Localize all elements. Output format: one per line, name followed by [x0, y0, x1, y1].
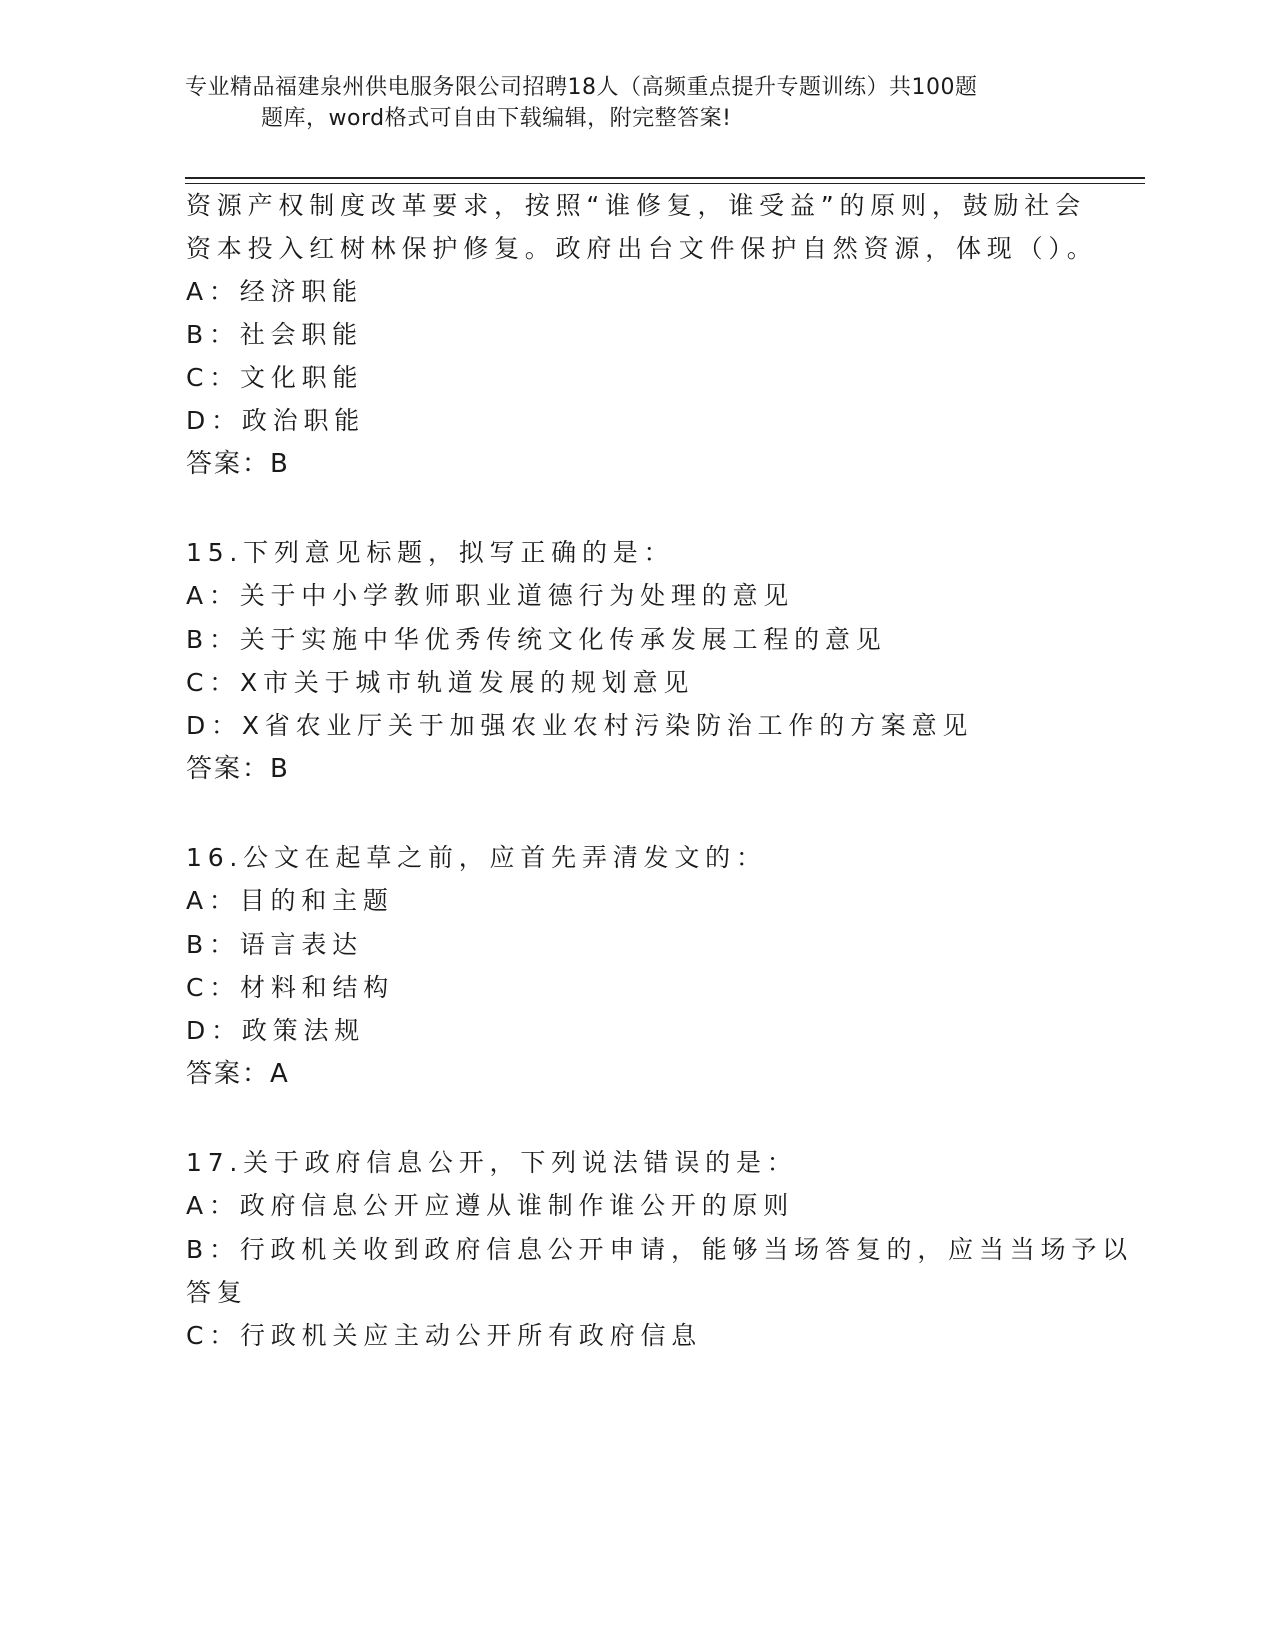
q17-option-b-line1: B：行政机关收到政府信息公开申请，能够当场答复的，应当当场予以 — [186, 1235, 1133, 1264]
q14-stem-line2: 资本投入红树林保护修复。政府出台文件保护自然资源，体现（）。 — [186, 234, 1098, 263]
header-title-line2: 题库，word格式可自由下载编辑，附完整答案! — [261, 106, 732, 131]
q17-option-b-line2: 答复 — [186, 1278, 248, 1307]
q15-option-d: D：X省农业厅关于加强农业农村污染防治工作的方案意见 — [186, 711, 974, 740]
q14-option-b: B：社会职能 — [186, 320, 363, 349]
q16-option-c: C：材料和结构 — [186, 973, 395, 1002]
q16-stem: 16.公文在起草之前，应首先弄清发文的： — [186, 843, 767, 872]
q14-option-c: C：文化职能 — [186, 363, 364, 392]
q14-option-a: A：经济职能 — [186, 277, 363, 306]
q16-option-a: A：目的和主题 — [186, 886, 394, 915]
document-header — [185, 72, 1085, 134]
q16-option-b: B：语言表达 — [186, 930, 363, 959]
q15-option-a: A：关于中小学教师职业道德行为处理的意见 — [186, 581, 795, 610]
q16-answer: 答案：A — [186, 1059, 290, 1089]
q17-stem: 17.关于政府信息公开，下列说法错误的是： — [186, 1148, 798, 1177]
q15-stem: 15.下列意见标题，拟写正确的是： — [186, 538, 675, 567]
q16-option-d: D：政策法规 — [186, 1016, 366, 1045]
header-divider-thick — [185, 177, 1145, 179]
q14-answer: 答案：B — [186, 449, 290, 479]
q14-stem-line1: 资源产权制度改革要求，按照“谁修复，谁受益”的原则，鼓励社会 — [186, 191, 1086, 220]
q15-option-c: C：X市关于城市轨道发展的规划意见 — [186, 668, 695, 697]
header-title-line1: 专业精品福建泉州供电服务限公司招聘18人（高频重点提升专题训练）共100题 — [185, 75, 978, 100]
q17-option-c: C：行政机关应主动公开所有政府信息 — [186, 1321, 703, 1350]
q15-answer: 答案：B — [186, 754, 290, 784]
q15-option-b: B：关于实施中华优秀传统文化传承发展工程的意见 — [186, 625, 887, 654]
header-divider-thin — [185, 183, 1145, 184]
q17-option-a: A：政府信息公开应遵从谁制作谁公开的原则 — [186, 1191, 795, 1220]
q14-option-d: D：政治职能 — [186, 406, 366, 435]
